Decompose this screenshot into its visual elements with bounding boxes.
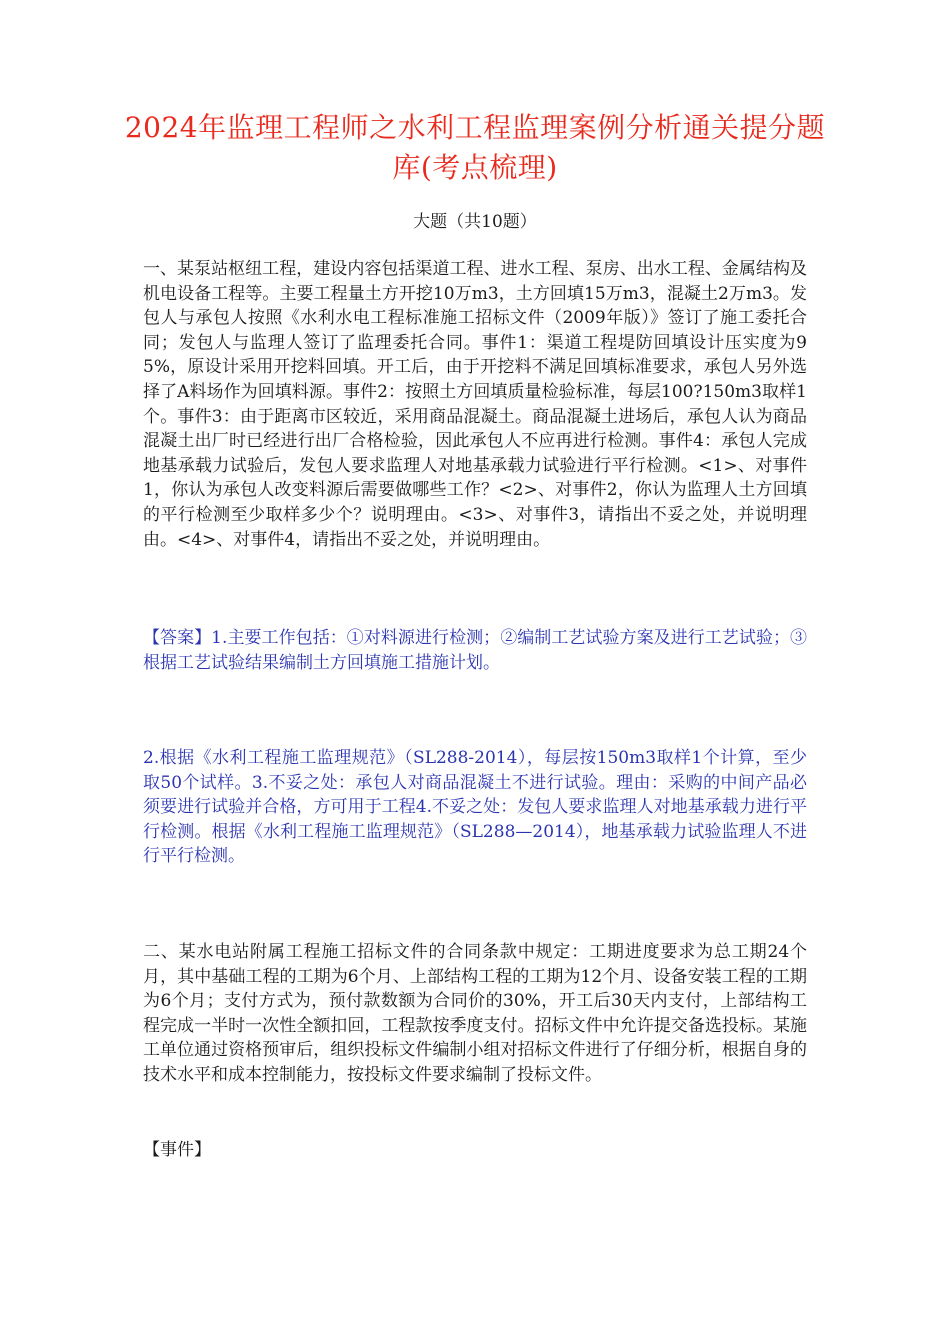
section-heading: 大题（共10题） [413, 212, 537, 232]
answer-1-part-a: 【答案】1.主要工作包括：①对料源进行检测；②编制工艺试验方案及进行工艺试验；③根据工艺试验结果编制土方回填施工措施计划。 [143, 628, 807, 673]
answer-1-part-b: 2.根据《水利工程施工监理规范》（SL288-2014），每层按150m3取样1个计算，至少取50个试样。3.不妥之处：承包人对商品混凝土不进行试验。理由：采购的中间产品必须要进行试验并合格，方可用于工程4.不妥之处：发包人要求监理人对地基承载力进行平行检测。根据《水利工程施工监理规范》（SL288—2014），地基承载力试验监理人不进行平行检测。 [143, 748, 807, 867]
events-label: 【事件】 [143, 1140, 211, 1160]
question-1-text: 一、某泵站枢纽工程，建设内容包括渠道工程、进水工程、泵房、出水工程、金属结构及机电设备工程等。主要工程量土方开挖10万m3，土方回填15万m3，混凝土2万m3。发包人与承包人按照《水利水电工程标准施工招标文件（2009年版）》签订了施工委托合同；发包人与监理人签订了监理委托合同。事件1：渠道工程堤防回填设计压实度为95%，原设计采用开挖料回填。开工后，由于开挖料不满足回填标准要求，承包人另外选择了A料场作为回填料源。事件2：按照土方回填质量检验标准，每层100?150m3取样1个。事件3：由于距离市区较近，采用商品混凝土。商品混凝土进场后，承包人认为商品混凝土出厂时已经进行出厂合格检验，因此承包人不应再进行检测。事件4：承包人完成地基承载力试验后，发包人要求监理人对地基承载力试验进行平行检测。<1>、对事件1，你认为承包人改变料源后需要做哪些工作？<2>、对事件2，你认为监理人土方回填的平行检测至少取样多少个？说明理由。<3>、对事件3，请指出不妥之处，并说明理由。<4>、对事件4，请指出不妥之处，并说明理由。 [143, 259, 807, 550]
question-2-text: 二、某水电站附属工程施工招标文件的合同条款中规定：工期进度要求为总工期24个月，其中基础工程的工期为6个月、上部结构工程的工期为12个月、设备安装工程的工期为6个月；支付方式为，预付款数额为合同价的30%，开工后30天内支付，上部结构工程完成一半时一次性全额扣回，工程款按季度支付。招标文件中允许提交备选投标。某施工单位通过资格预审后，组织投标文件编制小组对招标文件进行了仔细分析，根据自身的技术水平和成本控制能力，按投标文件要求编制了投标文件。 [143, 942, 807, 1085]
document-title: 2024年监理工程师之水利工程监理案例分析通关提分题库(考点梳理) [124, 111, 826, 184]
